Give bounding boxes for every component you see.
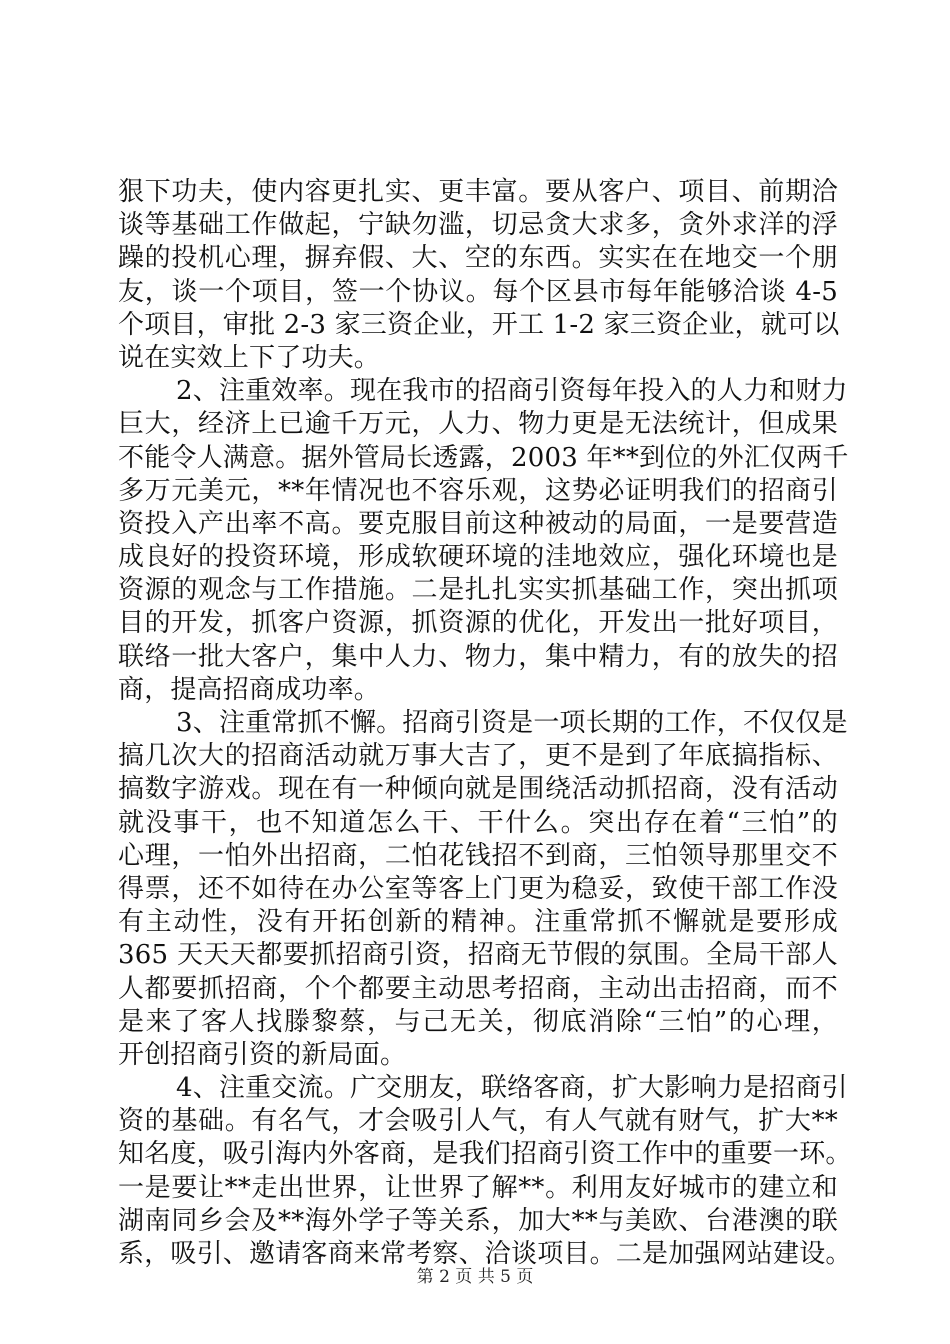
text-line: 巨大，经济上已逾千万元，人力、物力更是无法统计，但成果 bbox=[118, 409, 838, 440]
text-line: 是来了客人找滕黎蔡，与己无关，彻底消除“三怕”的心理， bbox=[118, 1006, 838, 1037]
text-line: 狠下功夫，使内容更扎实、更丰富。要从客户、项目、前期洽 bbox=[118, 177, 838, 207]
text-line: 人都要抓招商，个个都要主动思考招商，主动出击招商，而不 bbox=[118, 973, 838, 1004]
text-line: 躁的投机心理，摒弃假、大、空的东西。实实在在地交一个朋 bbox=[118, 243, 838, 274]
text-line: 资的基础。有名气，才会吸引人气，有人气就有财气，扩大** bbox=[118, 1106, 838, 1137]
text-line: 说在实效上下了功夫。 bbox=[118, 342, 381, 373]
text-line: 谈等基础工作做起，宁缺勿滥，切忌贪大求多，贪外求洋的浮 bbox=[118, 210, 838, 241]
text-line: 目的开发，抓客户资源，抓资源的优化，开发出一批好项目， bbox=[118, 608, 838, 639]
text-line: 365 天天天都要抓招商引资，招商无节假的氛围。全局干部人 bbox=[118, 940, 838, 971]
text-line: 个项目，审批 2-3 家三资企业，开工 1-2 家三资企业，就可以 bbox=[118, 309, 840, 340]
text-line: 搞几次大的招商活动就万事大吉了，更不是到了年底搞指标、 bbox=[118, 741, 838, 772]
text-line: 搞数字游戏。现在有一种倾向就是围绕活动抓招商，没有活动 bbox=[118, 774, 838, 805]
text-line: 心理，一怕外出招商，二怕花钱招不到商，三怕领导那里交不 bbox=[118, 840, 838, 871]
text-line: 联络一批大客户，集中人力、物力，集中精力，有的放失的招 bbox=[118, 641, 838, 672]
paragraph-start-line: 3、注重常抓不懈。招商引资是一项长期的工作，不仅仅是 bbox=[176, 708, 848, 738]
text-line: 系，吸引、邀请客商来常考察、洽谈项目。二是加强网站建设。 bbox=[118, 1239, 852, 1269]
text-line: 多万元美元，**年情况也不容乐观，这势必证明我们的招商引 bbox=[118, 475, 838, 506]
text-line: 就没事干，也不知道怎么干、干什么。突出存在着“三怕”的 bbox=[118, 807, 838, 838]
text-line: 资投入产出率不高。要克服目前这种被动的局面，一是要营造 bbox=[118, 508, 838, 539]
text-line: 得票，还不如待在办公室等客上门更为稳妥，致使干部工作没 bbox=[118, 873, 838, 904]
text-line: 商，提高招商成功率。 bbox=[118, 674, 381, 705]
text-line: 不能令人满意。据外管局长透露，2003 年**到位的外汇仅两千 bbox=[118, 442, 849, 473]
paragraph-start-line: 4、注重交流。广交朋友，联络客商，扩大影响力是招商引 bbox=[176, 1073, 848, 1104]
text-line: 一是要让**走出世界，让世界了解**。利用友好城市的建立和 bbox=[118, 1172, 838, 1203]
text-line: 友，谈一个项目，签一个协议。每个区县市每年能够洽谈 4-5 bbox=[118, 276, 838, 307]
text-line: 资源的观念与工作措施。二是扎扎实实抓基础工作，突出抓项 bbox=[118, 575, 838, 606]
text-line: 知名度，吸引海内外客商，是我们招商引资工作中的重要一环。 bbox=[118, 1139, 852, 1170]
document-body bbox=[118, 176, 852, 1271]
text-line: 成良好的投资环境，形成软硬环境的洼地效应，强化环境也是 bbox=[118, 542, 838, 573]
page-number-footer: 第 2 页 共 5 页 bbox=[416, 1267, 534, 1287]
text-line: 湖南同乡会及**海外学子等关系，加大**与美欧、台港澳的联 bbox=[118, 1205, 838, 1236]
paragraph-start-line: 2、注重效率。现在我市的招商引资每年投入的人力和财力 bbox=[176, 376, 848, 407]
text-line: 有主动性，没有开拓创新的精神。注重常抓不懈就是要形成 bbox=[118, 907, 838, 938]
text-line: 开创招商引资的新局面。 bbox=[118, 1039, 407, 1070]
